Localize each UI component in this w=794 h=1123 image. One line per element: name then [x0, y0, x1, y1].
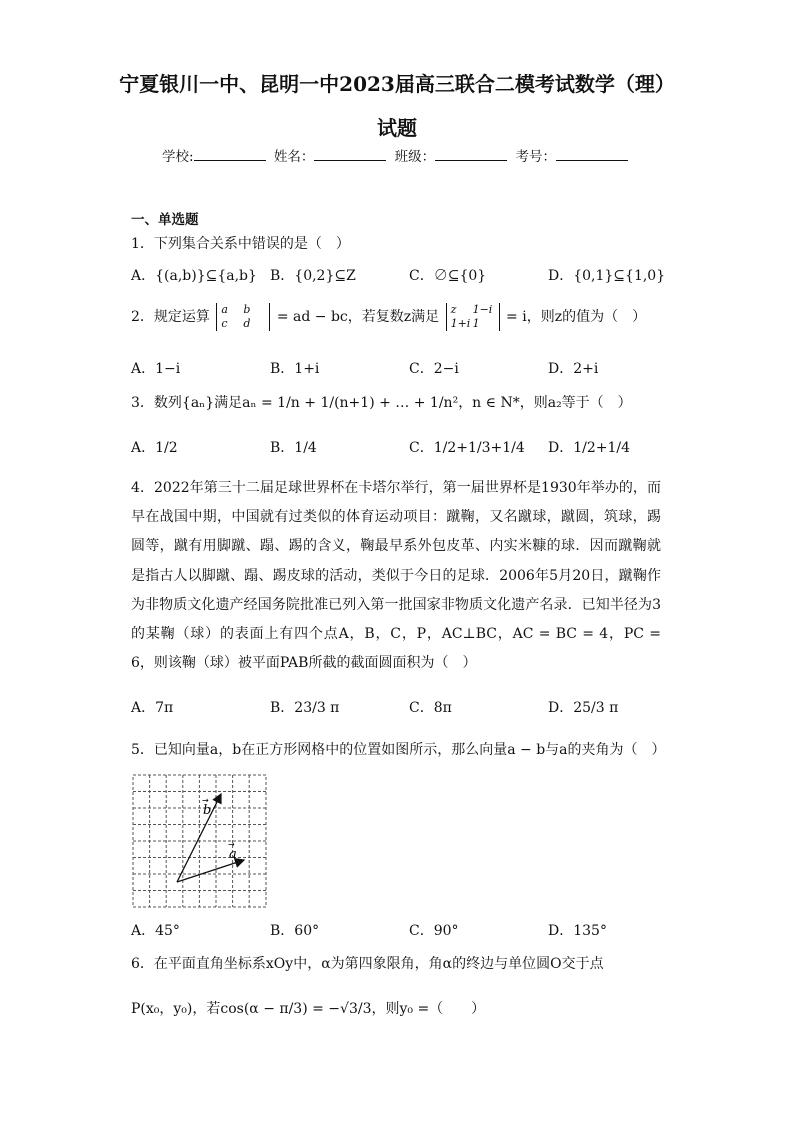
q4-option-d: D．25/3 π [548, 700, 619, 716]
q3-term-1: 1/n [277, 395, 300, 411]
q2-middle: = ad − bc，若复数z满足 [276, 309, 440, 325]
question-2-stem [131, 303, 646, 331]
q3-option-c: C．1/2+1/3+1/4 [409, 440, 525, 456]
question-3-stem: 3．数列{aₙ}满足aₙ = 1/n + 1/(n+1) + … + 1/n²，n ∈ N*，则a₂等于（ ） [131, 395, 632, 411]
question-6-line1: 6．在平面直角坐标系xOy中，α为第四象限角，角α的终边与单位圆O交于点 [131, 956, 604, 972]
question-1-stem: 1．下列集合关系中错误的是（ ） [131, 236, 350, 252]
q2-option-b: B．1+i [270, 361, 320, 377]
q4-option-a: A．7π [131, 700, 174, 716]
q2-suffix: = i，则z的值为（ ） [506, 309, 647, 325]
vector-grid-figure [132, 774, 268, 910]
q3-option-d: D．1/2+1/4 [548, 440, 631, 456]
q5-option-a: A．45° [131, 923, 180, 939]
det1-d: d [243, 317, 251, 330]
class-label: 班级： [394, 149, 436, 165]
q5-option-d: D．135° [548, 923, 607, 939]
page-title-line2: 试题 [377, 116, 417, 140]
section-title: 一、单选题 [131, 212, 199, 228]
school-label: 学校: [162, 149, 194, 165]
q3-term-3: 1/n² [429, 395, 459, 411]
question-6-line2: P(x₀，y₀)，若cos(α − π/3) = −√3/3，则y₀ =（ ） [131, 1001, 486, 1017]
q1-option-b: B．{0,2}⊆Z [270, 268, 356, 284]
q3-option-b: B．1/4 [270, 440, 317, 456]
q3-option-a: A．1/2 [131, 440, 178, 456]
q4-option-b: B．23/3 π [270, 700, 340, 716]
id-blank [556, 146, 628, 161]
q3-term-2: 1/(n+1) [320, 395, 375, 411]
q5-option-c: C．90° [409, 923, 459, 939]
question-5-stem: 5．已知向量a，b在正方形网格中的位置如图所示，那么向量a − b与a的夹角为（ ） [131, 742, 666, 758]
name-label: 姓名： [273, 149, 315, 165]
q5-option-b: B．60° [270, 923, 320, 939]
vector-b-label: b [203, 803, 212, 818]
vector-b-arrowmark-icon: → [202, 796, 209, 805]
q4-option-c: C．8π [409, 700, 452, 716]
school-blank [194, 146, 266, 161]
class-blank [435, 146, 507, 161]
q2-prefix: 2．规定运算 [131, 309, 210, 325]
det2-a: z [450, 303, 457, 316]
det2-b: 1−i [472, 303, 493, 316]
det1-b: b [243, 303, 251, 316]
page-title: 宁夏银川一中、昆明一中2023届高三联合二模考试数学（理） [119, 72, 675, 96]
q1-option-a: A．{(a,b)}⊆{a,b} [131, 268, 257, 284]
vector-a-label: a [229, 847, 237, 862]
q3-suffix: ，n ∈ N*，则a₂等于（ ） [458, 395, 632, 411]
name-blank [314, 146, 386, 161]
det2-d: 1 [472, 317, 480, 330]
vector-a-arrowmark-icon: → [228, 840, 235, 849]
q3-prefix: 3．数列{aₙ}满足aₙ = [131, 395, 273, 411]
student-info-line [0, 145, 794, 165]
q1-option-c: C．∅⊆{0} [409, 268, 487, 284]
det1-a: a [221, 303, 228, 316]
q1-option-d: D．{0,1}⊆{1,0} [548, 268, 666, 284]
det2-c: 1+i [450, 317, 471, 330]
q2-option-d: D．2+i [548, 361, 599, 377]
q2-option-c: C．2−i [409, 361, 459, 377]
question-4-text: 4．2022年第三十二届足球世界杯在卡塔尔举行，第一届世界杯是1930年举办的，而早在战国中期，中国就有过类似的体育运动项目：蹴鞠，又名蹴球，蹴圆，筑球，踢圆等，蹴有用脚蹴、蹋、踢的含义，鞠最早系外包皮革、内实米糠的球．因而蹴鞠就是指古人以脚蹴、蹋、踢皮球的活动，类似于今日的足球．2006年5月20日，蹴鞠作为非物质文化遗产经国务院批准已列入第一批国家非物质文化遗产名录．已知半径为3的某鞠（球）的表面上有四个点A，B，C，P，AC⊥BC，AC = BC = 4，PC = 6，则该鞠（球）被平面PAB所截的截面圆面积为（ ） [131, 480, 661, 672]
q2-determinant-definition [216, 303, 270, 331]
q2-option-a: A．1−i [131, 361, 181, 377]
id-label: 考号： [515, 149, 556, 165]
det1-c: c [221, 317, 228, 330]
q2-determinant-condition [446, 303, 500, 331]
